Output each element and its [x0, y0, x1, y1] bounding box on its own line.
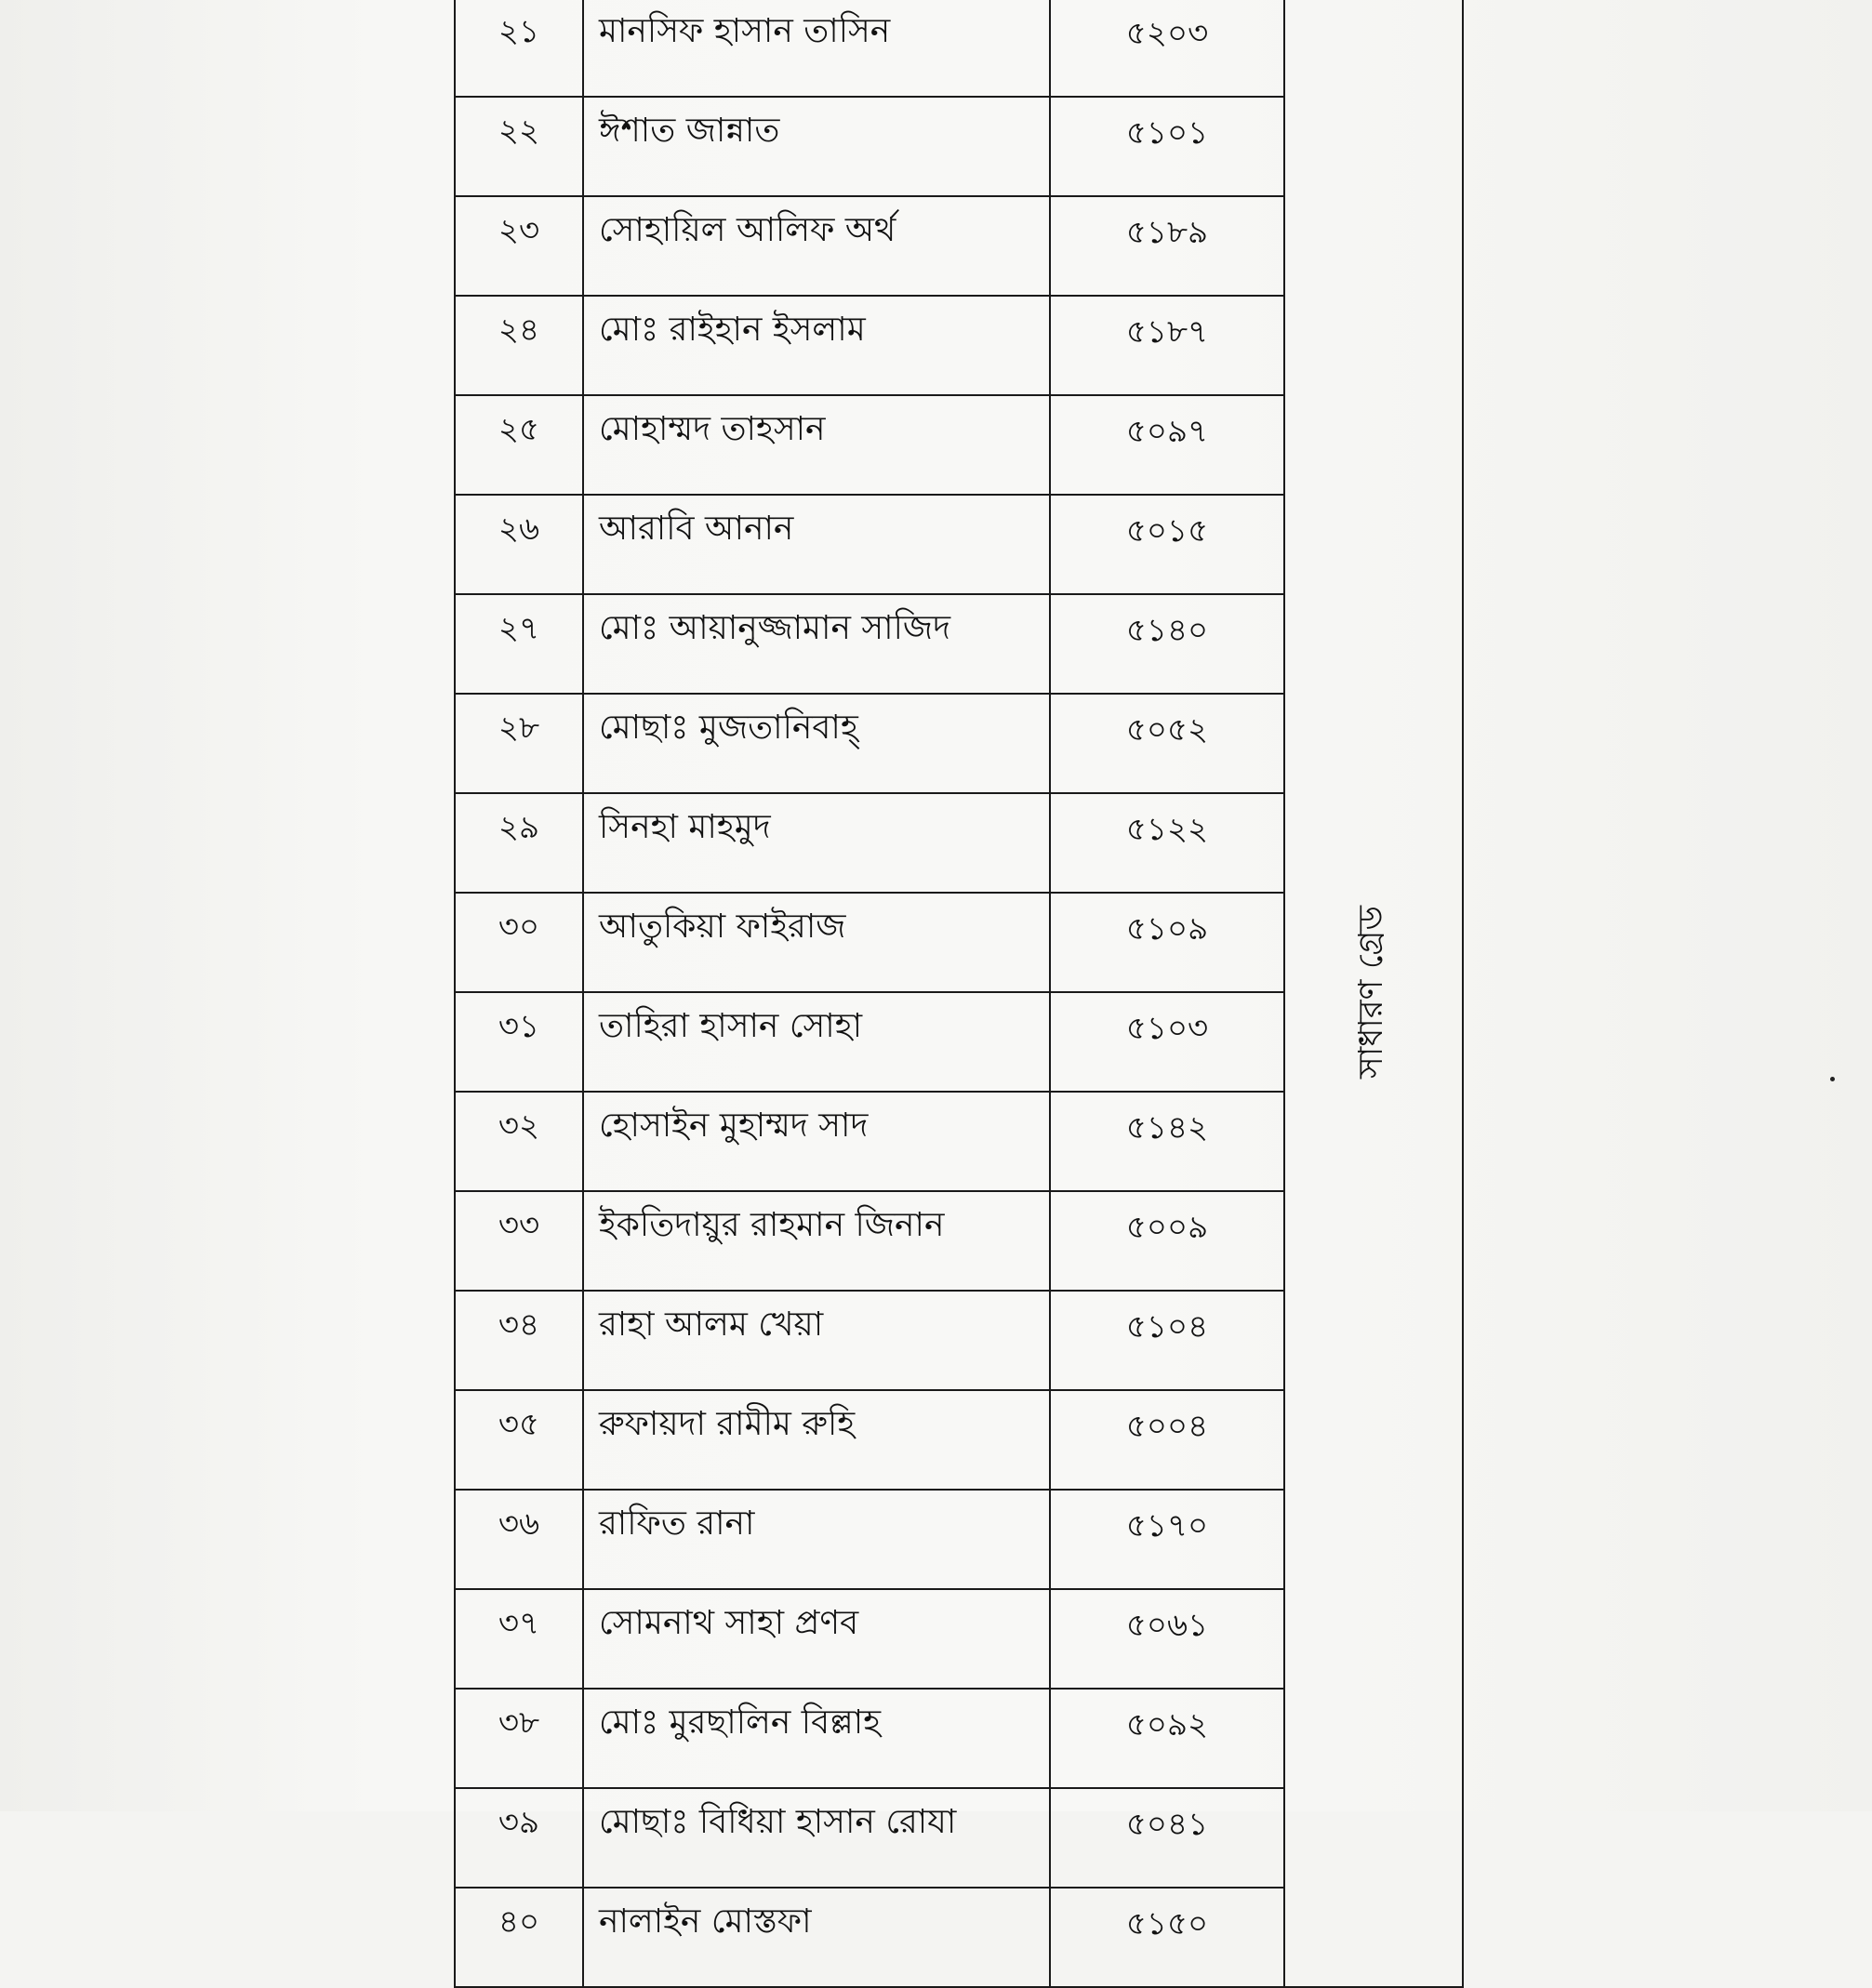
serial-cell: ২৩: [455, 196, 583, 296]
serial-cell: ৩৭: [455, 1589, 583, 1689]
serial-cell: ৩১: [455, 992, 583, 1092]
name-cell: সিনহা মাহমুদ: [583, 793, 1050, 893]
name-cell: আরাবি আনান: [583, 495, 1050, 594]
serial-cell: ৩০: [455, 893, 583, 992]
table-row: [455, 0, 1463, 97]
roll-cell: ৫০৯২: [1050, 1689, 1284, 1788]
serial-cell: ২৪: [455, 296, 583, 395]
serial-cell: ৩৯: [455, 1788, 583, 1888]
serial-cell: ২৫: [455, 395, 583, 495]
roll-cell: ৫০৪১: [1050, 1788, 1284, 1888]
roll-cell: ৫১০৩: [1050, 992, 1284, 1092]
serial-cell: ২৮: [455, 694, 583, 793]
name-cell: মোছাঃ মুজতানিবাহ্: [583, 694, 1050, 793]
serial-cell: ৩২: [455, 1092, 583, 1191]
serial-cell: ৪০: [455, 1888, 583, 1987]
roll-cell: ৫১২২: [1050, 793, 1284, 893]
serial-cell: ২৯: [455, 793, 583, 893]
group-cell: [1284, 0, 1463, 1987]
name-cell: রুফায়দা রামীম রুহি: [583, 1390, 1050, 1490]
name-cell: মোঃ আয়ানুজ্জামান সাজিদ: [583, 594, 1050, 694]
roll-cell: ৫২০৩: [1050, 0, 1284, 97]
roll-cell: ৫১৪০: [1050, 594, 1284, 694]
roll-cell: ৫১০৪: [1050, 1291, 1284, 1390]
name-cell: সোমনাথ সাহা প্রণব: [583, 1589, 1050, 1689]
name-cell: মোঃ মুরছালিন বিল্লাহ: [583, 1689, 1050, 1788]
serial-cell: ৩৪: [455, 1291, 583, 1390]
name-cell: রাহা আলম খেয়া: [583, 1291, 1050, 1390]
roll-cell: ৫০৯৭: [1050, 395, 1284, 495]
scan-speck: [1830, 1077, 1835, 1081]
name-cell: ইকতিদায়ুর রাহমান জিনান: [583, 1191, 1050, 1291]
name-cell: মোহাম্মদ তাহসান: [583, 395, 1050, 495]
serial-cell: ২২: [455, 97, 583, 196]
roll-cell: ৫০১৫: [1050, 495, 1284, 594]
roll-cell: ৫১৮৭: [1050, 296, 1284, 395]
roll-cell: ৫১৫০: [1050, 1888, 1284, 1987]
serial-cell: ৩৫: [455, 1390, 583, 1490]
serial-cell: ৩৩: [455, 1191, 583, 1291]
roll-cell: ৫০৬১: [1050, 1589, 1284, 1689]
name-cell: হোসাইন মুহাম্মদ সাদ: [583, 1092, 1050, 1191]
roll-cell: ৫০০৪: [1050, 1390, 1284, 1490]
serial-cell: ২১: [455, 0, 583, 97]
roll-cell: ৫০৫২: [1050, 694, 1284, 793]
serial-cell: ২৬: [455, 495, 583, 594]
roll-cell: ৫১০১: [1050, 97, 1284, 196]
name-cell: রাফিত রানা: [583, 1490, 1050, 1589]
name-cell: মোঃ রাইহান ইসলাম: [583, 296, 1050, 395]
name-cell: মানসিফ হাসান তাসিন: [583, 0, 1050, 97]
name-cell: সোহায়িল আলিফ অর্থ: [583, 196, 1050, 296]
name-cell: আতুকিয়া ফাইরাজ: [583, 893, 1050, 992]
serial-cell: ৩৮: [455, 1689, 583, 1788]
roll-cell: ৫১৮৯: [1050, 196, 1284, 296]
group-label: সাধারণ গ্রেড: [1352, 906, 1390, 1079]
roll-cell: ৫১০৯: [1050, 893, 1284, 992]
name-cell: তাহিরা হাসান সোহা: [583, 992, 1050, 1092]
merit-list-table: [454, 0, 1464, 1988]
serial-cell: ৩৬: [455, 1490, 583, 1589]
serial-cell: ২৭: [455, 594, 583, 694]
name-cell: ঈশাত জান্নাত: [583, 97, 1050, 196]
roll-cell: ৫১৭০: [1050, 1490, 1284, 1589]
roll-cell: ৫১৪২: [1050, 1092, 1284, 1191]
name-cell: নালাইন মোস্তফা: [583, 1888, 1050, 1987]
roll-cell: ৫০০৯: [1050, 1191, 1284, 1291]
name-cell: মোছাঃ বিধিয়া হাসান রোযা: [583, 1788, 1050, 1888]
